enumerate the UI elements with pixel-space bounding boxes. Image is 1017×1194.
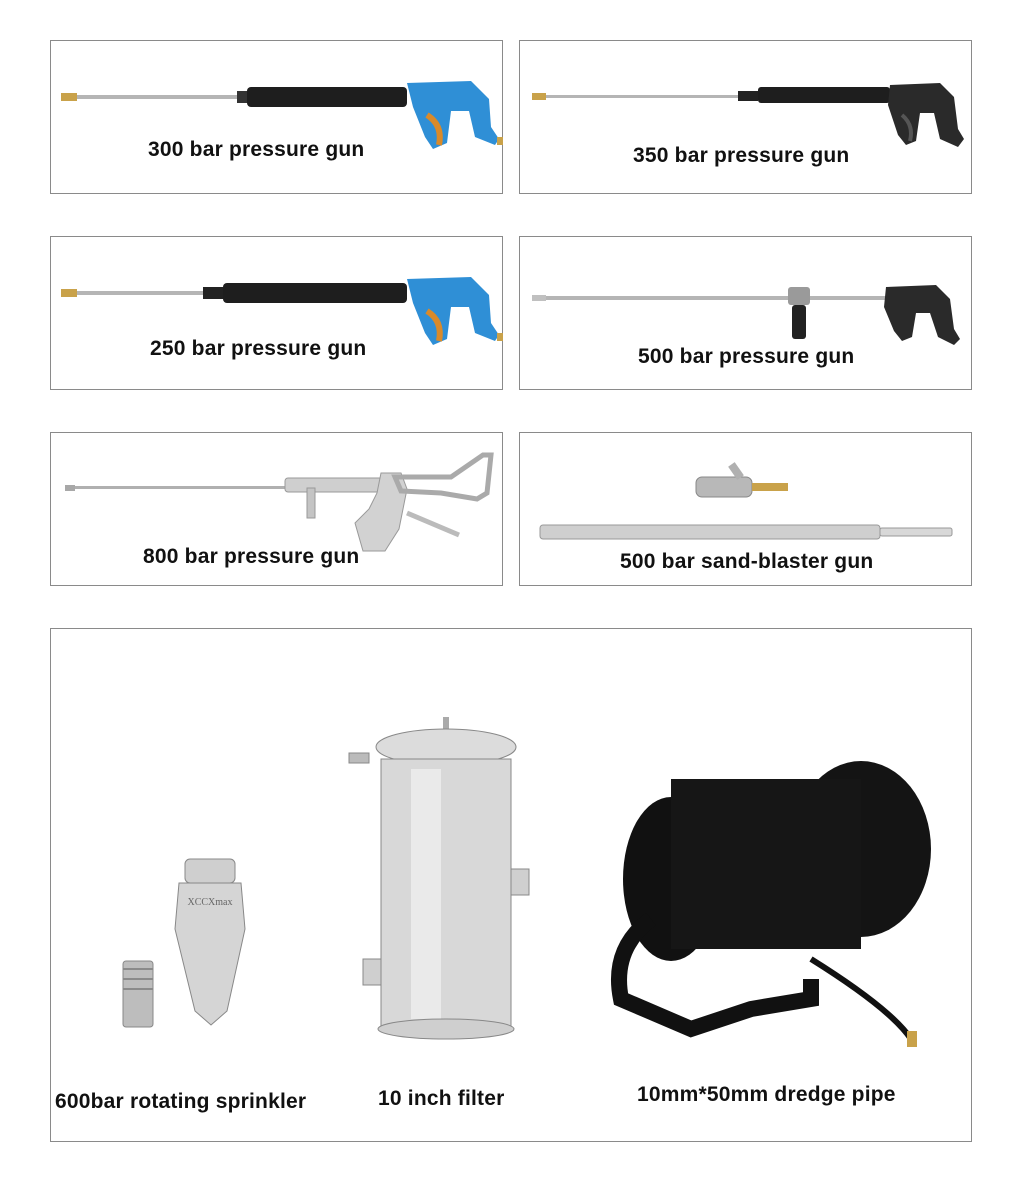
product-card-500-bar [519,236,972,390]
rotating-sprinkler-icon [123,859,245,1027]
black-pressure-gun-icon [520,41,973,195]
accessories-card [50,628,972,1142]
product-label: 250 bar pressure gun [150,337,367,360]
product-label: 800 bar pressure gun [143,545,360,568]
product-label: 500 bar pressure gun [638,345,855,368]
product-label: 350 bar pressure gun [633,144,850,167]
accessory-label: 10mm*50mm dredge pipe [637,1083,896,1106]
stainless-filter-housing-icon [349,717,529,1039]
product-card-800-bar [50,432,503,586]
sprinkler-engraving: XCCXmax [187,897,233,908]
product-label: 300 bar pressure gun [148,138,365,161]
product-card-250-bar [50,236,503,390]
product-label: 500 bar sand-blaster gun [620,550,874,573]
product-card-sand-blaster [519,432,972,586]
hose-reel-icon [619,761,931,1047]
accessory-label: 600bar rotating sprinkler [55,1090,307,1113]
blue-pressure-gun-icon [51,237,504,391]
blue-pressure-gun-icon [51,41,504,195]
accessory-label: 10 inch filter [378,1087,505,1110]
product-card-300-bar [50,40,503,194]
accessories-illustration [51,629,973,1143]
product-card-350-bar [519,40,972,194]
